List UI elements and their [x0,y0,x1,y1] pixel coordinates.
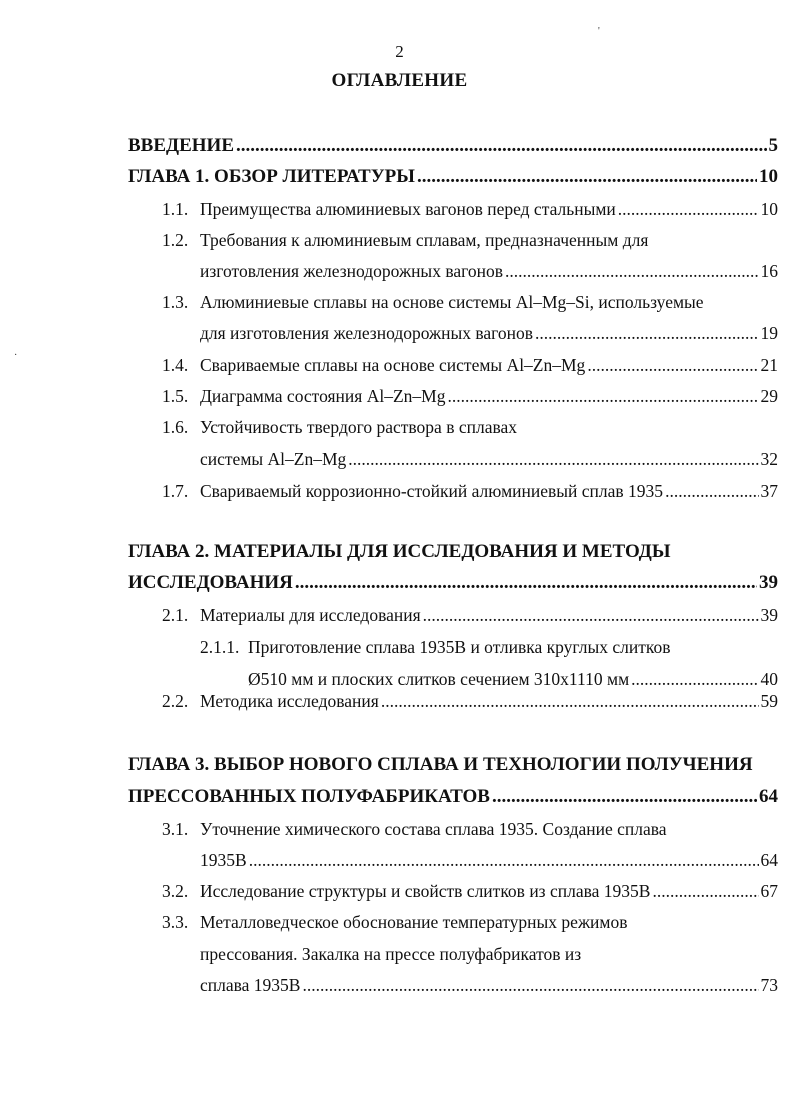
toc-page-number: 19 [760,323,778,343]
toc-page-number: 21 [760,355,778,375]
toc-entry-title: системы Al–Zn–Mg [200,449,347,469]
section-number: 1.1. [162,199,189,219]
dot-leader [236,133,767,159]
toc-entry-section-1-4[interactable] [162,352,778,378]
toc-entry-chapter-3[interactable] [128,752,778,778]
toc-entry-title: Требования к алюминиевым сплавам, предназначенным для [200,230,649,250]
dot-leader [417,164,757,190]
section-number: 1.2. [162,230,189,250]
toc-entry-chapter-1[interactable] [128,164,778,190]
dot-leader [381,688,759,714]
toc-entry-title: ИССЛЕДОВАНИЯ [128,572,293,593]
toc-entry-title: Диаграмма состояния Al–Zn–Mg [200,386,446,406]
toc-entry-title: Свариваемый коррозионно-стойкий алюминиевый сплав 1935 [200,481,664,501]
toc-entry-title: для изготовления железнодорожных вагонов [200,323,534,343]
toc-entry-title: изготовления железнодорожных вагонов [200,261,503,281]
section-number: 1.3. [162,292,189,312]
toc-page-number: 5 [768,135,778,156]
toc-entry-section-2-1-1[interactable] [200,634,778,660]
toc-page-number: 39 [759,572,778,593]
toc-entry-title: ГЛАВА 1. ОБЗОР ЛИТЕРАТУРЫ [128,166,415,187]
dot-leader [423,602,759,628]
section-number: 3.2. [162,881,189,901]
toc-entry-section-1-1[interactable] [162,196,778,222]
toc-entry-title: 1935В [200,850,247,870]
toc-page-number: 73 [760,975,778,995]
toc-entry-title: Алюминиевые сплавы на основе системы Al–Mg–Si, используемые [200,292,704,312]
page-title: ОГЛАВЛЕНИЕ [331,70,468,91]
toc-entry-section-1-3-continued[interactable] [200,320,778,346]
toc-page-number: 16 [760,261,778,281]
toc-entry-section-2-1[interactable] [162,602,778,628]
toc-entry-section-1-2[interactable] [162,227,778,253]
dot-leader [535,320,758,346]
toc-entry-title: Исследование структуры и свойств слитков из сплава 1935В [200,881,651,901]
dot-leader [302,972,758,998]
toc-entry-section-1-6[interactable] [162,414,778,440]
dot-leader [652,878,758,904]
section-number: 1.7. [162,481,189,501]
toc-page-number: 64 [760,850,778,870]
toc-page-number: 10 [760,199,778,219]
toc-entry-title: прессования. Закалка на прессе полуфабрикатов из [200,944,582,964]
toc-entry-title: ВВЕДЕНИЕ [128,135,234,156]
dot-leader [665,478,758,504]
page-number: 2 [395,42,404,61]
toc-entry-section-1-2-continued[interactable] [200,258,778,284]
toc-entry-title: Методика исследования [200,691,379,711]
toc-entry-section-3-3[interactable] [162,909,778,935]
toc-entry-section-3-2[interactable] [162,878,778,904]
scan-speck: ' [598,26,600,37]
toc-page-number: 10 [759,166,778,187]
dot-leader [492,784,757,810]
dot-leader [587,352,758,378]
dot-leader [505,258,759,284]
toc-entry-title: Материалы для исследования [200,605,421,625]
section-number: 2.1.1. [200,637,240,657]
toc-entry-title: Ø510 мм и плоских слитков сечением 310х1110 мм [248,669,630,689]
toc-entry-section-1-3[interactable] [162,289,778,315]
toc-page-number: 40 [760,669,778,689]
toc-page-number: 64 [759,786,778,807]
section-number: 2.2. [162,691,189,711]
toc-entry-title: Преимущества алюминиевых вагонов перед стальными [200,199,616,219]
toc-entry-title: Устойчивость твердого раствора в сплавах [200,417,518,437]
toc-entry-section-3-3-continued[interactable] [200,941,778,967]
toc-page-number: 39 [760,605,778,625]
toc-page-number: 32 [760,449,778,469]
section-number: 3.1. [162,819,189,839]
toc-entry-chapter-3-continued[interactable] [128,784,778,810]
toc-page-number: 29 [760,386,778,406]
section-number: 3.3. [162,912,189,932]
toc-entry-section-3-1[interactable] [162,816,778,842]
toc-entry-chapter-2-continued[interactable] [128,570,778,596]
dot-leader [348,446,758,472]
toc-page-number: 59 [760,691,778,711]
toc-entry-title: ГЛАВА 2. МАТЕРИАЛЫ ДЛЯ ИССЛЕДОВАНИЯ И МЕТОДЫ [128,541,671,562]
section-number: 1.6. [162,417,189,437]
toc-entry-title: Уточнение химического состава сплава 1935. Создание сплава [200,819,667,839]
dot-leader [618,196,759,222]
scan-speck: · [14,350,18,361]
toc-entry-title: ПРЕССОВАННЫХ ПОЛУФАБРИКАТОВ [128,786,490,807]
dot-leader [249,847,759,873]
toc-page-number: 67 [760,881,778,901]
toc-entry-section-1-6-continued[interactable] [200,446,778,472]
section-number: 2.1. [162,605,189,625]
toc-entry-section-1-7[interactable] [162,478,778,504]
toc-entry-title: Металловедческое обоснование температурных режимов [200,912,628,932]
toc-entry-introduction[interactable] [128,133,778,159]
toc-page-number: 37 [760,481,778,501]
toc-entry-title: сплава 1935В [200,975,301,995]
toc-entry-section-3-1-continued[interactable] [200,847,778,873]
toc-entry-title: ГЛАВА 3. ВЫБОР НОВОГО СПЛАВА И ТЕХНОЛОГИИ ПОЛУЧЕНИЯ [128,754,753,775]
dot-leader [295,570,757,596]
section-number: 1.4. [162,355,189,375]
toc-entry-section-2-2[interactable] [162,688,778,714]
toc-entry-title: Свариваемые сплавы на основе системы Al–Zn–Mg [200,355,586,375]
toc-entry-section-3-3-continued-2[interactable] [200,972,778,998]
toc-entry-section-1-5[interactable] [162,383,778,409]
section-number: 1.5. [162,386,189,406]
toc-entry-title: Приготовление сплава 1935В и отливка круглых слитков [248,637,671,657]
toc-entry-chapter-2[interactable] [128,539,778,565]
dot-leader [447,383,758,409]
